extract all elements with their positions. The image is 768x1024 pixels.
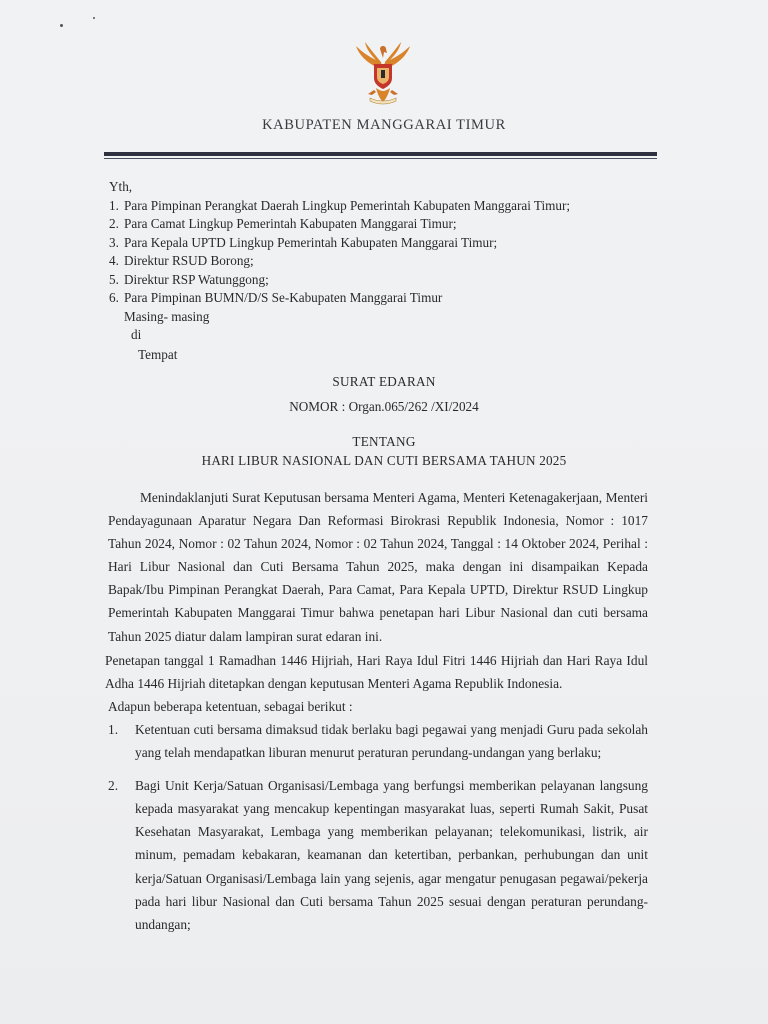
document-type: SURAT EDARAN bbox=[332, 374, 436, 389]
addressee-text: Para Kepala UPTD Lingkup Pemerintah Kabupaten Manggarai Timur; bbox=[124, 234, 498, 250]
garuda-emblem-icon bbox=[350, 40, 416, 106]
addressee-number: 6. bbox=[109, 290, 119, 305]
letter-body bbox=[105, 486, 648, 936]
addressee-item bbox=[109, 234, 570, 253]
document-number: NOMOR : Organ.065/262 /XI/2024 bbox=[289, 399, 479, 414]
addressee-text: Para Camat Lingkup Pemerintah Kabupaten Manggarai Timur; bbox=[124, 216, 457, 231]
addressee-block bbox=[109, 178, 570, 364]
scan-speck bbox=[60, 24, 63, 27]
provisions-list bbox=[108, 718, 648, 936]
provision-item bbox=[108, 774, 648, 936]
addressee-masing: Masing- masing bbox=[124, 308, 210, 324]
letterhead-rule-thin bbox=[104, 158, 657, 159]
provision-item bbox=[108, 718, 648, 764]
addressee-item bbox=[109, 197, 570, 216]
addressee-number: 1. bbox=[109, 197, 119, 213]
provision-number: 2. bbox=[108, 778, 119, 794]
subject-text: HARI LIBUR NASIONAL DAN CUTI BERSAMA TAHUN 2025 bbox=[201, 453, 567, 468]
addressee-item bbox=[109, 215, 570, 234]
addressee-di: di bbox=[131, 327, 142, 342]
addressee-text: Direktur RSP Watunggong; bbox=[124, 271, 269, 287]
addressee-item bbox=[109, 271, 570, 290]
addressee-item bbox=[109, 289, 570, 308]
salutation: Yth, bbox=[109, 179, 133, 194]
addressee-number: 2. bbox=[109, 216, 119, 231]
addressee-text: Para Pimpinan BUMN/D/S Se-Kabupaten Manggarai Timur bbox=[124, 290, 443, 305]
addressee-text: Para Pimpinan Perangkat Daerah Lingkup Pemerintah Kabupaten Manggarai Timur; bbox=[124, 197, 571, 213]
body-paragraph: Penetapan tanggal 1 Ramadhan 1446 Hijriah, Hari Raya Idul Fitri 1446 Hijriah dan Hari Raya Idul Adha 1446 Hijriah ditetapkan dengan keputusan Menteri Agama Republik Indonesia. bbox=[105, 652, 648, 691]
subject-label: TENTANG bbox=[352, 434, 416, 449]
provision-text: Ketentuan cuti bersama dimaksud tidak berlaku bagi pegawai yang menjadi Guru pada sekolah yang telah mendapatkan liburan menurut peraturan perundang-undangan yang berlaku; bbox=[135, 721, 648, 761]
addressee-tempat: Tempat bbox=[138, 346, 178, 362]
addressee-number: 3. bbox=[109, 234, 119, 250]
provision-number: 1. bbox=[108, 721, 119, 737]
letterhead-rule bbox=[104, 152, 657, 156]
body-paragraph: Adapun beberapa ketentuan, sebagai berikut : bbox=[108, 698, 353, 714]
addressee-text: Direktur RSUD Borong; bbox=[124, 253, 254, 268]
addressee-item bbox=[109, 252, 570, 271]
addressee-number: 5. bbox=[109, 271, 119, 287]
addressee-number: 4. bbox=[109, 253, 119, 268]
body-paragraph: Menindaklanjuti Surat Keputusan bersama Menteri Agama, Menteri Ketenagakerjaan, Menteri Pendayagunaan Aparatur Negara Dan Reformasi Birokrasi Republik Indonesia, Nomor : 1017 Tahun 2024, Nomor : 02 Tahun 2024, Nomor : 02 Tahun 2024, Tanggal : 14 Oktober 2024, Perihal : Hari Libur Nasional dan Cuti Bersama Tahun 2025, maka dengan ini disampaikan Kepada Bapak/Ibu Pimpinan Perangkat Daerah, Para Camat, Para Kepala UPTD, Direktur RSUD Lingkup Pemerintah Kabupaten Manggarai Timur bahwa penetapan hari Libur Nasional dan cuti bersama Tahun 2025 diatur dalam lampiran surat edaran ini. bbox=[108, 490, 648, 644]
letterhead-agency: KABUPATEN MANGGARAI TIMUR bbox=[262, 117, 506, 133]
scan-speck bbox=[93, 17, 95, 19]
provision-text: Bagi Unit Kerja/Satuan Organisasi/Lembaga yang berfungsi memberikan pelayanan langsung kepada masyarakat yang mencakup kepentingan masyarakat luas, seperti Rumah Sakit, Pusat Kesehatan Masyarakat, Lembaga yang memberikan pelayanan; telekomunikasi, listrik, air minum, pemadam kebakaran, keamanan dan ketertiban, perbankan, perhubungan dan unit kerja/Satuan Organisasi/Lembaga lain yang sejenis, agar mengatur penugasan pegawai/pekerja pada hari libur Nasional dan Cuti bersama Tahun 2025 sesuai dengan peraturan perundang-undangan; bbox=[135, 778, 648, 932]
